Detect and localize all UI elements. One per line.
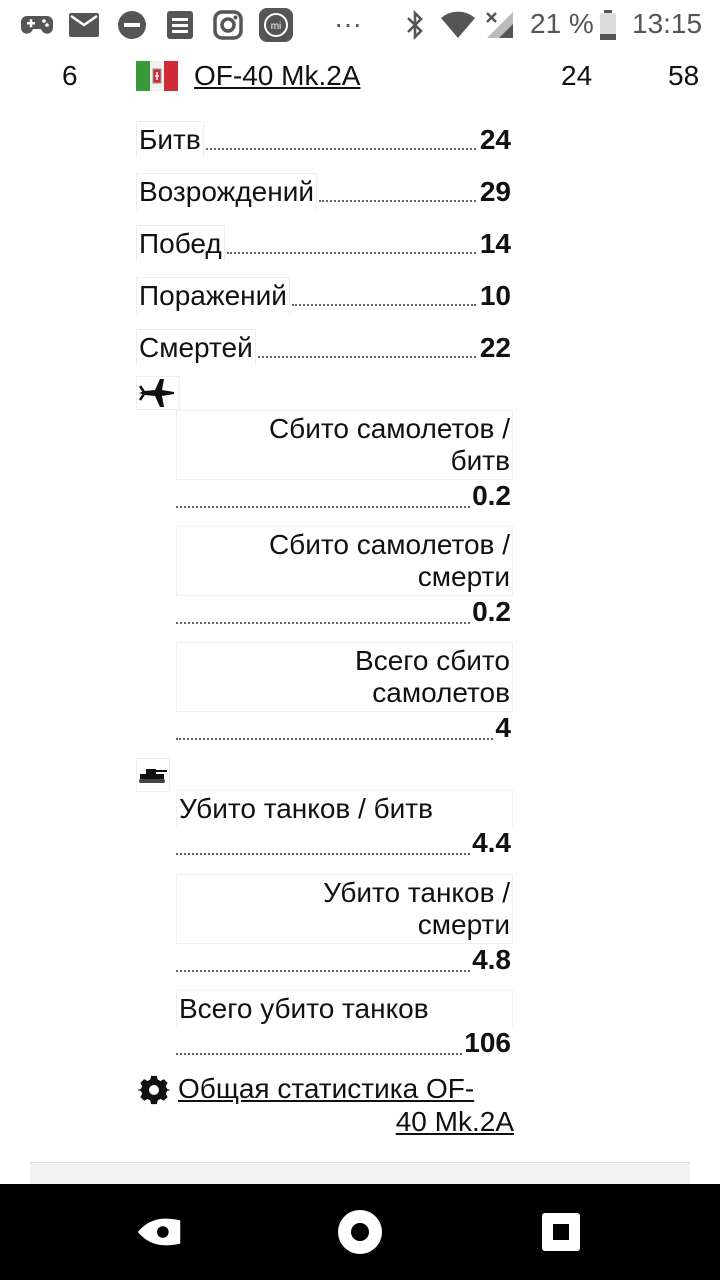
dot-leader <box>176 506 470 508</box>
stat-value: 22 <box>479 332 511 363</box>
air-stat-label <box>176 526 513 596</box>
stat-value: 29 <box>479 176 511 207</box>
navigation-bar <box>0 1184 720 1280</box>
dot-leader <box>176 622 470 624</box>
stat-row <box>136 320 513 366</box>
next-section-card <box>30 1162 690 1184</box>
mail-icon <box>68 10 100 40</box>
tank-icon <box>136 758 170 792</box>
clock: 13:15 <box>632 8 703 39</box>
gear-icon <box>138 1074 172 1108</box>
more-notifications: ··· <box>334 8 362 39</box>
vehicle-battles-column: 24 <box>561 60 593 91</box>
stat-row <box>136 164 513 210</box>
air-stat-block <box>176 526 513 628</box>
dot-leader <box>292 304 476 306</box>
ground-stat-label <box>176 874 513 944</box>
overall-stats-link-line1: Общая статистика OF- <box>178 1073 475 1104</box>
vehicle-next-column: 58 <box>668 60 700 91</box>
dot-leader <box>176 1053 462 1055</box>
svg-text:mi: mi <box>270 21 282 32</box>
stat-row <box>136 268 513 314</box>
dnd-icon <box>116 10 148 40</box>
air-stat-label-line2: смерти <box>417 561 510 592</box>
ground-stat-label-line2: смерти <box>417 909 510 940</box>
air-stat-label <box>176 410 513 480</box>
air-stat-label-line1: Всего сбито <box>355 645 510 676</box>
battery-percent: 21 % <box>530 8 594 39</box>
dot-leader <box>176 738 493 740</box>
ground-stat-block <box>176 990 513 1059</box>
overall-stats-link[interactable] <box>178 1072 514 1138</box>
dot-leader <box>176 970 470 972</box>
air-stat-value: 0.2 <box>472 596 511 627</box>
dot-leader <box>176 853 470 855</box>
status-bar <box>0 0 720 50</box>
home-button[interactable] <box>333 1208 387 1256</box>
ground-stat-value: 4.8 <box>472 944 511 975</box>
wifi-icon <box>440 10 476 40</box>
stat-row <box>136 216 513 262</box>
mi-icon <box>258 10 294 40</box>
ground-stat-label <box>176 990 513 1027</box>
overall-stats-link-line2: 40 Mk.2A <box>395 1106 514 1137</box>
air-stat-value: 4 <box>495 712 511 743</box>
ground-stat-block <box>176 874 513 976</box>
battery-icon <box>598 10 618 40</box>
ground-stat-label-line1: Убито танков / битв <box>179 793 433 824</box>
ground-stat-label <box>176 790 513 827</box>
ground-stat-value: 106 <box>464 1027 511 1058</box>
gamepad-icon <box>20 10 54 40</box>
ground-stat-label-line1: Убито танков / <box>323 877 510 908</box>
instagram-icon <box>212 10 244 40</box>
stat-value: 24 <box>479 124 511 155</box>
dot-leader <box>319 200 476 202</box>
stat-value: 10 <box>479 280 511 311</box>
vehicle-row <box>0 52 720 100</box>
recents-button[interactable] <box>534 1208 588 1256</box>
air-stat-value: 0.2 <box>472 480 511 511</box>
air-stat-label-line1: Сбито самолетов / <box>268 529 510 560</box>
air-stat-label-line2: битв <box>450 445 510 476</box>
stat-label: Поражений <box>136 277 290 314</box>
bluetooth-icon <box>404 10 426 40</box>
vehicle-name-link[interactable]: OF-40 Mk.2A <box>194 60 361 91</box>
back-button[interactable] <box>132 1208 186 1256</box>
stat-label: Возрождений <box>136 173 317 210</box>
stat-value: 14 <box>479 228 511 259</box>
signal-icon <box>484 10 516 40</box>
stat-label: Смертей <box>136 329 256 366</box>
stat-row <box>136 112 513 158</box>
jet-icon <box>136 376 180 410</box>
air-stat-label <box>176 642 513 712</box>
stat-label: Побед <box>136 225 225 262</box>
dot-leader <box>258 356 476 358</box>
air-stat-block <box>176 642 513 744</box>
stat-label: Битв <box>136 121 204 158</box>
dot-leader <box>227 252 476 254</box>
ground-stat-label-line1: Всего убито танков <box>179 993 429 1024</box>
italy-flag-icon <box>136 61 178 91</box>
ground-stat-block <box>176 790 513 859</box>
notes-icon <box>166 10 194 40</box>
air-stat-label-line1: Сбито самолетов / <box>268 413 510 444</box>
air-stat-block <box>176 410 513 512</box>
vehicle-rank: 6 <box>62 60 78 91</box>
air-stat-label-line2: самолетов <box>372 677 510 708</box>
dot-leader <box>206 148 476 150</box>
ground-stat-value: 4.4 <box>472 827 511 858</box>
